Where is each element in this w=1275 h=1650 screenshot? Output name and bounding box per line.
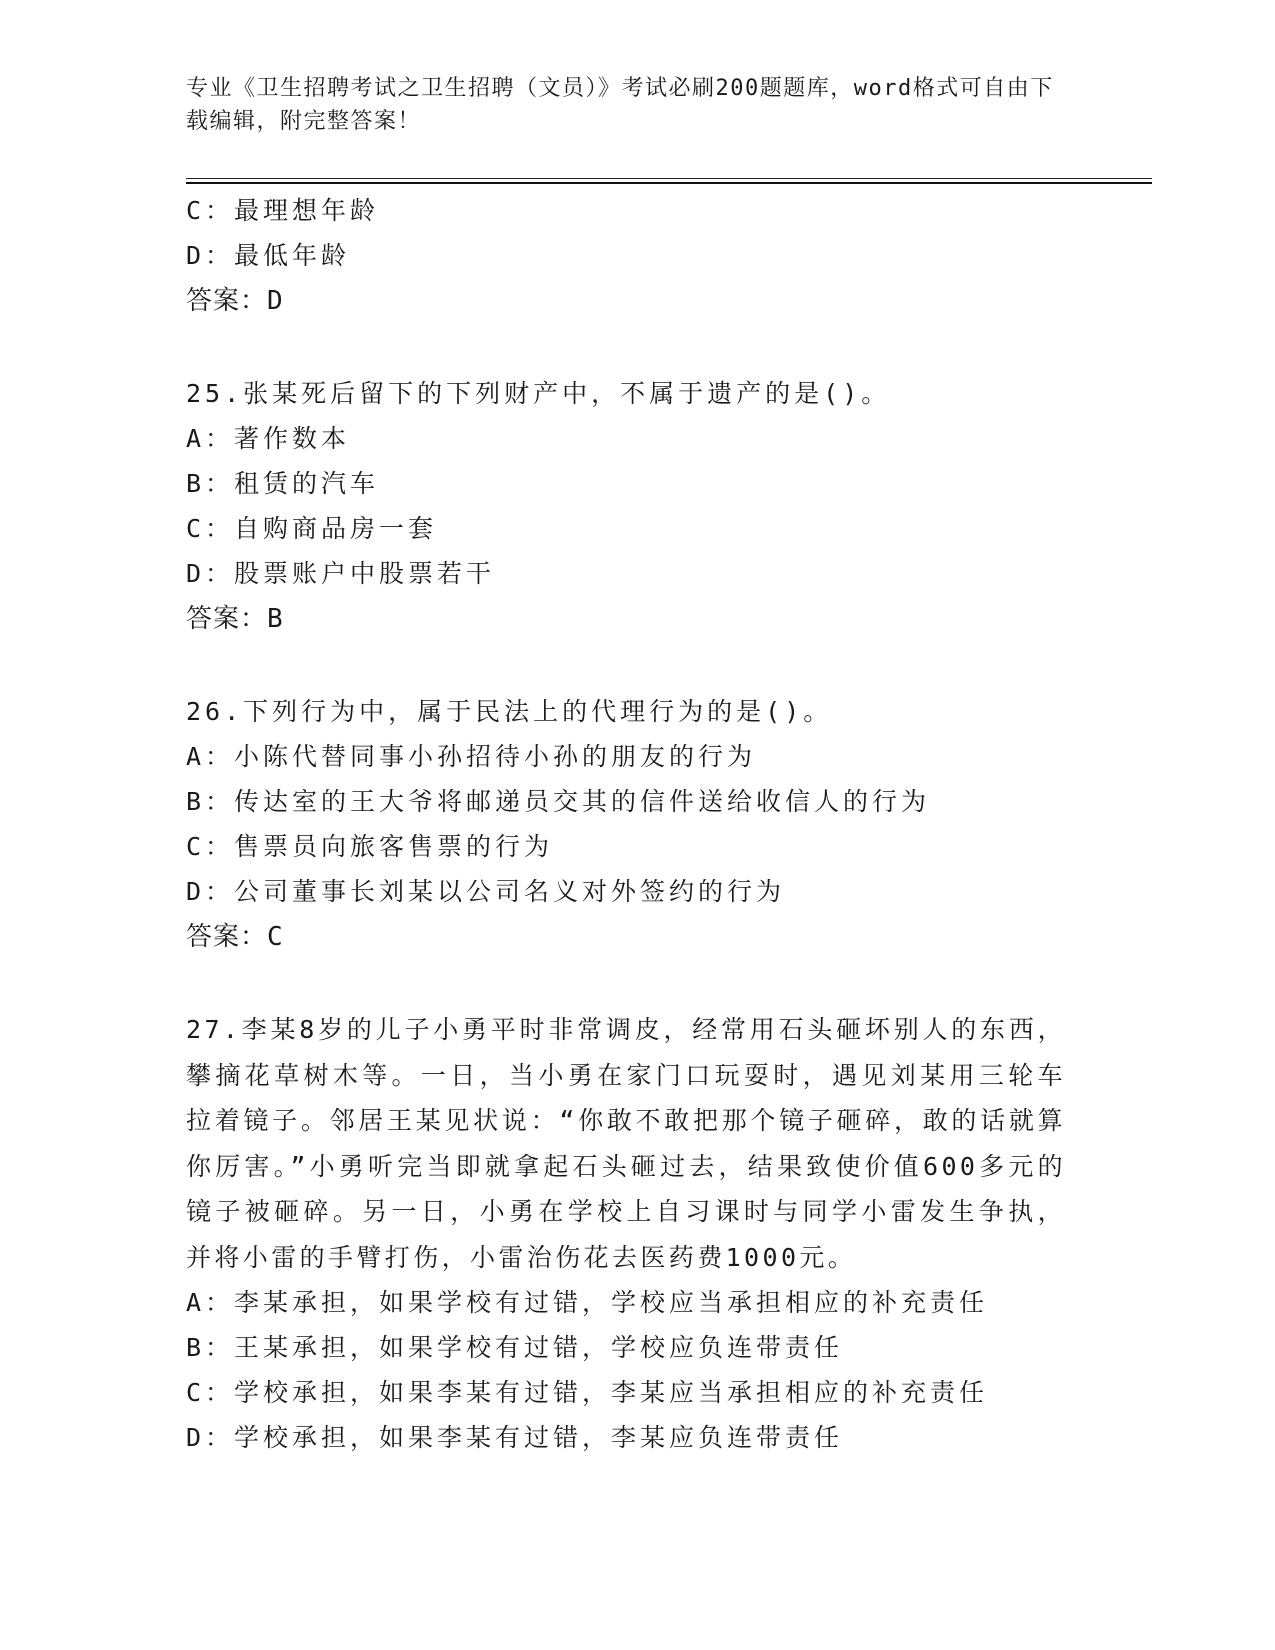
answer-line: 答案：B: [186, 604, 284, 634]
option-d: D：学校承担，如果李某有过错，李某应负连带责任: [186, 1423, 844, 1452]
option-c: C：售票员向旅客售票的行为: [186, 832, 554, 861]
question-26: [186, 689, 1066, 960]
option-c: C：最理想年龄: [186, 196, 380, 225]
option-b: B：传达室的王大爷将邮递员交其的信件送给收信人的行为: [186, 787, 931, 816]
option-a: A：小陈代替同事小孙招待小孙的朋友的行为: [186, 742, 757, 771]
question-stem: 25.张某死后留下的下列财产中，不属于遗产的是()。: [186, 379, 891, 408]
question-27: [186, 1007, 1066, 1460]
question-stem: 27.李某8岁的儿子小勇平时非常调皮，经常用石头砸坏别人的东西，攀摘花草树木等。一日，当小勇在家门口玩耍时，遇见刘某用三轮车拉着镜子。邻居王某见状说：“你敢不敢把那个镜子砸碎，敢的话就算你厉害。”小勇听完当即就拿起石头砸过去，结果致使价值600多元的镜子被砸碎。另一日，小勇在学校上自习课时与同学小雷发生争执，并将小雷的手臂打伤，小雷治伤花去医药费1000元。: [186, 1015, 1066, 1272]
option-c: C：学校承担，如果李某有过错，李某应当承担相应的补充责任: [186, 1378, 989, 1407]
answer-line: 答案：D: [186, 286, 284, 316]
header-divider-thin: [186, 178, 1152, 179]
document-header: [186, 72, 1066, 138]
question-25: [186, 371, 1066, 642]
option-d: D：股票账户中股票若干: [186, 559, 496, 588]
prev-question-tail: [186, 188, 1066, 324]
question-list: [186, 188, 1066, 1460]
option-a: A：著作数本: [186, 424, 351, 453]
question-stem: 26.下列行为中，属于民法上的代理行为的是()。: [186, 697, 833, 726]
option-b: B：王某承担，如果学校有过错，学校应负连带责任: [186, 1333, 844, 1362]
answer-line: 答案：C: [186, 922, 284, 952]
option-d: D：公司董事长刘某以公司名义对外签约的行为: [186, 877, 786, 906]
option-a: A：李某承担，如果学校有过错，学校应当承担相应的补充责任: [186, 1288, 989, 1317]
option-c: C：自购商品房一套: [186, 514, 438, 543]
option-b: B：租赁的汽车: [186, 469, 380, 498]
header-divider-thick: [186, 182, 1152, 184]
header-text: 专业《卫生招聘考试之卫生招聘（文员）》考试必刷200题题库，word格式可自由下载编辑，附完整答案！: [186, 76, 1054, 134]
option-d: D：最低年龄: [186, 241, 351, 270]
